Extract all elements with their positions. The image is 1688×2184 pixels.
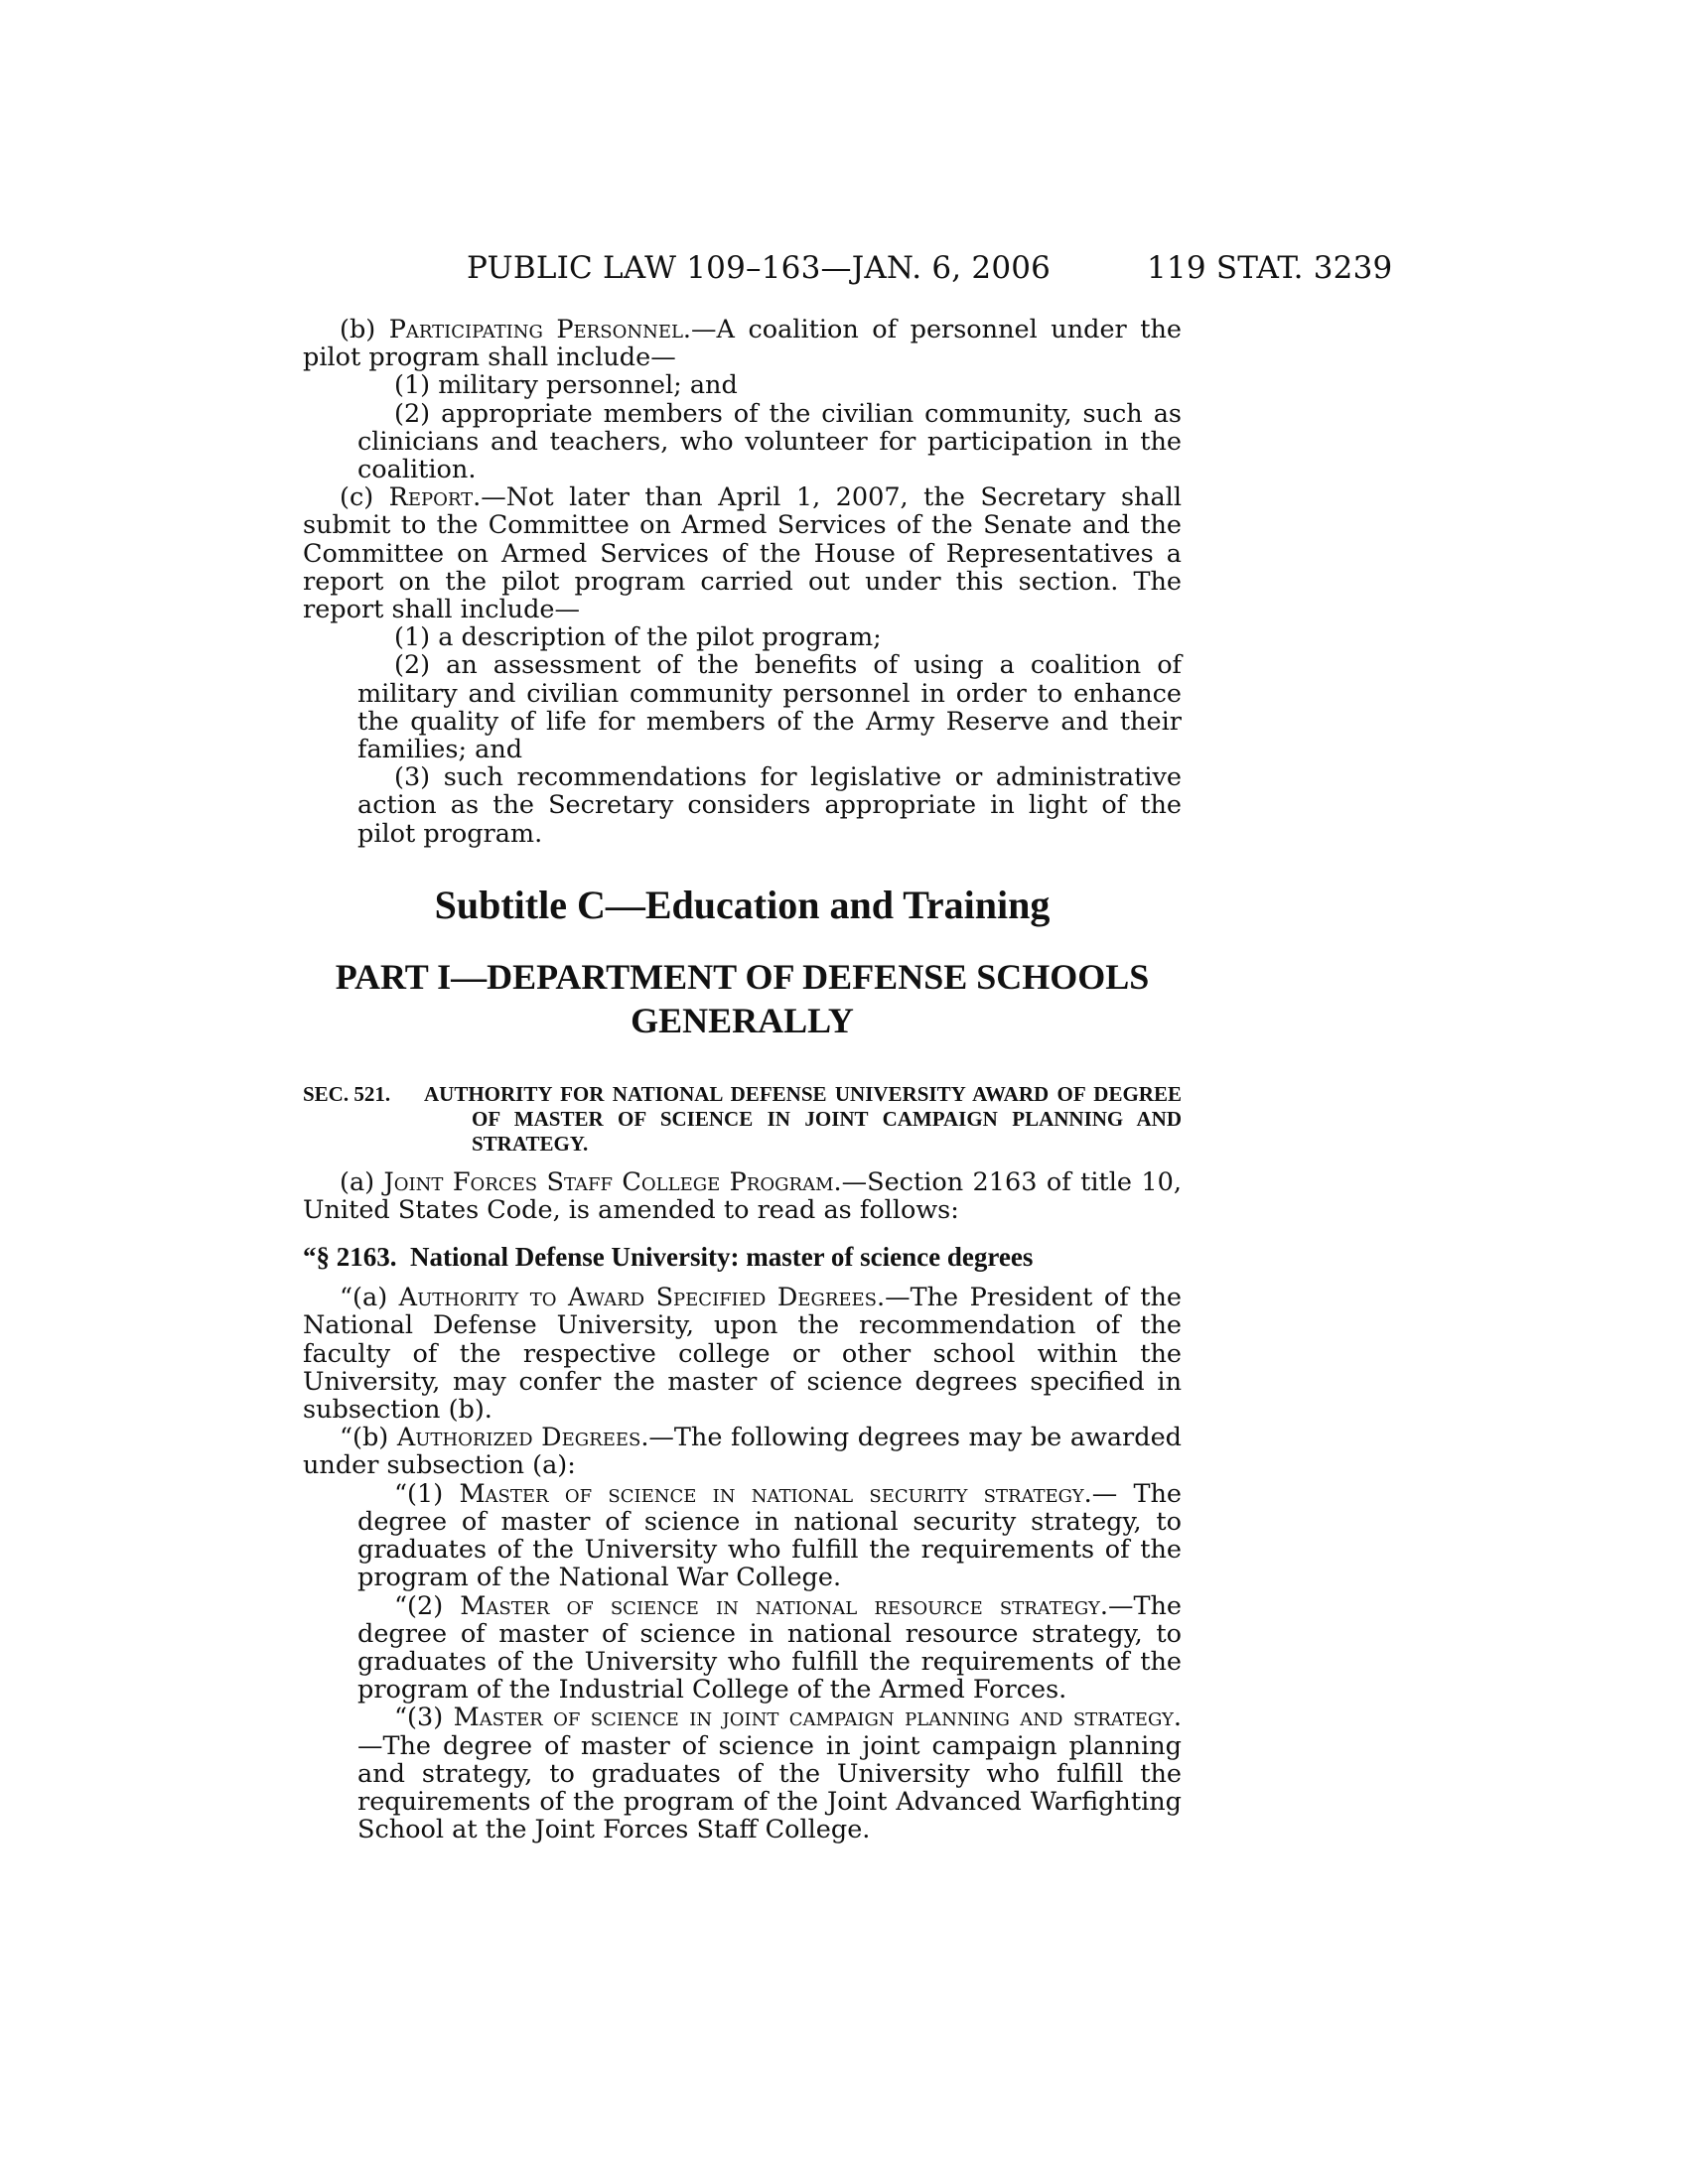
degree-item: “(2) Master of science in national resource strategy.—The degree of master of science in national resource strategy, to graduates of the University who fulfill the requirements of the program of the Industrial College of the Armed Forces. [357, 1590, 1182, 1706]
degree-item: “(1) Master of science in national security strategy.— The degree of master of science in national security strategy, to graduates of the University who fulfill the requirements of the program of the National War College. [357, 1478, 1183, 1593]
list-item: (2) an assessment of the benefits of using a coalition of military and civilian community personnel in order to enhance the quality of life for members of the Army Reserve and their families; and [357, 650, 1182, 765]
paragraph-b-participating: (b) Participating Personnel.—A coalition of personnel under the pilot program shall include— [303, 315, 1183, 373]
list-item: (1) a description of the pilot program; [394, 622, 882, 653]
list-item: (3) such recommendations for legislative or administrative action as the Secretary considers appropriate in light of the pilot program. [357, 762, 1182, 849]
degree-item: “(3) Master of science in joint campaign planning and strategy.—The degree of master of science in joint campaign planning and strategy, to graduates of the University who fulfill the requirements of the program of the Joint Advanced Warfighting School at the Joint Forces Staff College. [357, 1703, 1182, 1845]
paragraph-quoted-a: “(a) Authority to Award Specified Degrees.—The President of the National Defense University, upon the recommendation of the faculty of the respective college or other school within the University, may confer the master of science degrees specified in subsection (b). [303, 1283, 1182, 1426]
part-heading-line-2: GENERALLY [631, 1000, 854, 1040]
part-heading [303, 955, 1182, 1042]
running-header-stat: 119 STAT. 3239 [1147, 250, 1393, 286]
list-item: (1) military personnel; and [394, 370, 738, 401]
document-body [303, 316, 1182, 1843]
list-item: (2) appropriate members of the civilian community, such as clinicians and teachers, who volunteer for participation in the coalition. [357, 398, 1182, 485]
section-heading: SEC. 521. AUTHORITY FOR NATIONAL DEFENSE UNIVERSITY AWARD OF DEGREE OF MASTER OF SCIENCE IN JOINT CAMPAIGN PLANNING AND STRATEGY. [303, 1081, 1182, 1156]
running-header-title: PUBLIC LAW 109–163—JAN. 6, 2006 [467, 250, 1052, 286]
code-section-heading: “§ 2163. National Defense University: master of science degrees [303, 1242, 1034, 1273]
paragraph-c-report: (c) Report.—Not later than April 1, 2007, the Secretary shall submit to the Committee on Armed Services of the Senate and the Committee on Armed Services of the House of Representatives a report on the pilot program carried out under this section. The report shall include— [303, 482, 1182, 625]
part-heading-line-1: PART I—DEPARTMENT OF DEFENSE SCHOOLS [335, 956, 1150, 997]
paragraph-a-joint-forces: (a) Joint Forces Staff College Program.—Section 2163 of title 10, United States Code, is amended to read as follows: [303, 1166, 1182, 1226]
paragraph-quoted-b: “(b) Authorized Degrees.—The following degrees may be awarded under subsection (a): [303, 1423, 1182, 1481]
subtitle-heading: Subtitle C—Education and Training [434, 882, 1051, 927]
